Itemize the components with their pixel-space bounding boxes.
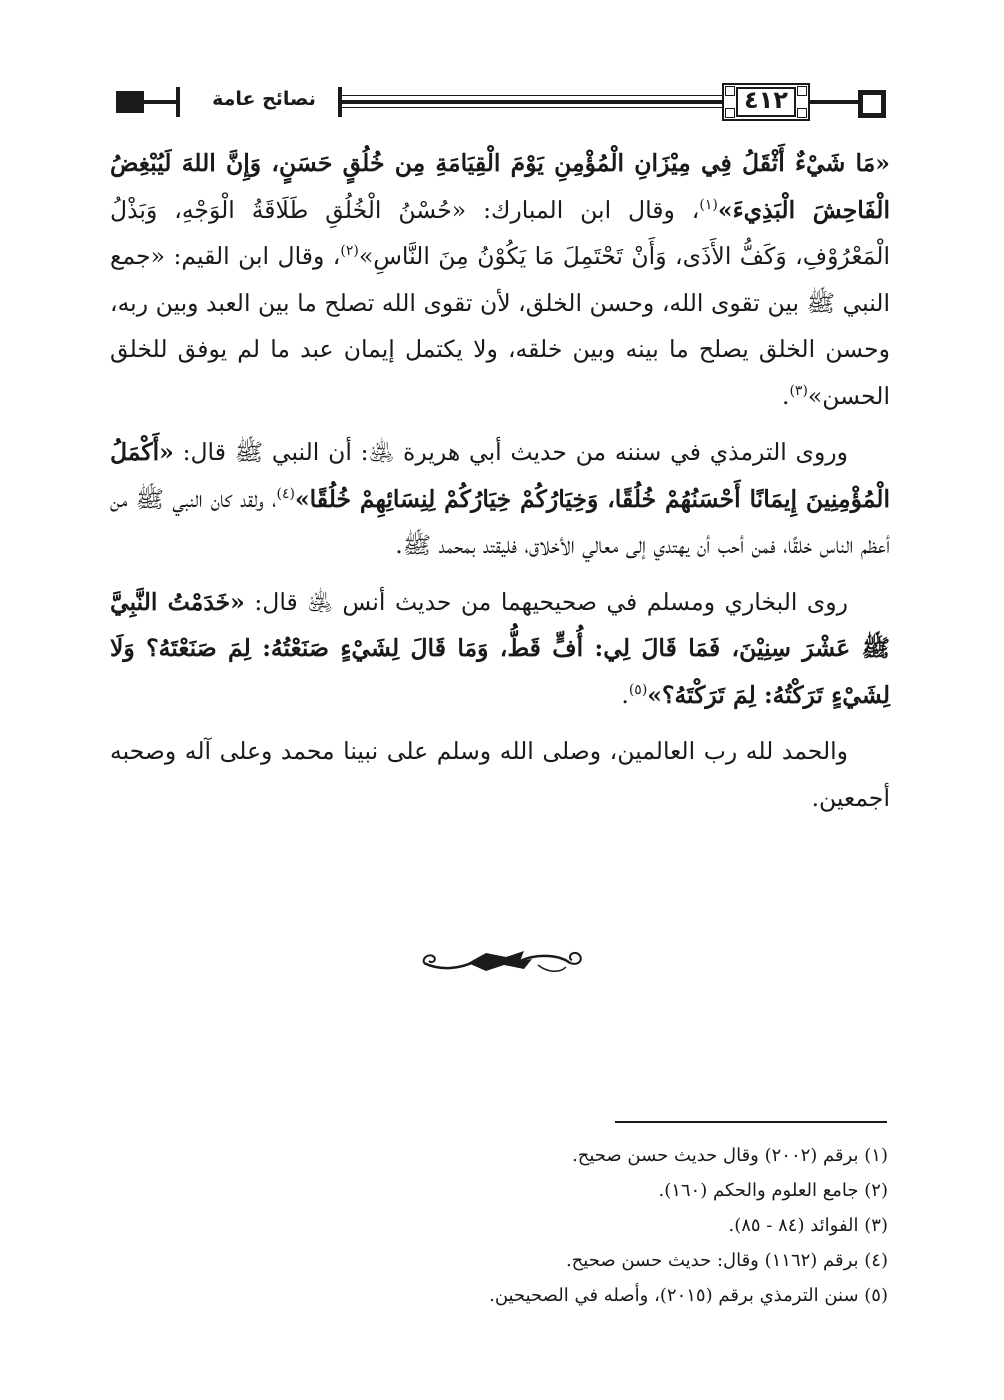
footnote-reference: (٣) [789,382,808,399]
hadith-quote: «مَا شَيْءٌ أَثْقَلُ فِي مِيْزَانِ الْمُؤْمِنِ يَوْمَ الْقِيَامَةِ مِن خُلُقٍ حَسَنٍ، وَإِنَّ اللهَ لَيُبْغِضُ الْفَاحِشَ الْبَذِيءَ» [110,149,890,224]
section-title: نصائح عامة [212,88,316,110]
body-text: . [781,381,790,410]
main-text [110,140,890,821]
page-number-frame [722,83,810,121]
header-rule-left [144,100,178,104]
paragraph [110,140,890,419]
footnote-reference: (٥) [628,681,648,698]
paragraph [110,429,890,569]
body-text: والحمد لله رب العالمين، وصلى الله وسلم على نبينا محمد وعلى آله وصحبه أجمعين. [110,737,890,812]
header-rule-right [810,100,860,104]
header-rule-middle [342,100,722,104]
footnote-4: (٤) برقم (١١٦٢) وقال: حديث حسن صحيح. [565,1250,888,1271]
footnote-5: (٥) سنن الترمذي برقم (٢٠١٥)، وأصله في الصحيحين. [489,1285,888,1306]
footnote-1: (١) برقم (٢٠٠٢) وقال حديث حسن صحيح. [572,1145,888,1166]
body-text: ، وقال ابن القيم: «جمع النبي ﷺ بين تقوى الله، وحسن الخلق، لأن تقوى الله تصلح ما بين العبد وبين ربه، وحسن الخلق يصلح ما بينه وبين خلقه، ولا يكتمل إيمان عبد ما لم يوفق للخلق الحسن» [110,242,890,410]
footnote-separator [615,1121,887,1123]
header-square-right-ornament [858,90,886,118]
header-square-left-ornament [116,91,144,113]
header-rule-top [342,95,722,96]
header-rule-bottom [342,107,722,108]
header-bar-left [176,87,180,117]
footnote-reference: (١) [699,196,718,213]
ornament-divider-icon [420,943,586,977]
paragraph [110,728,890,821]
body-text: روى البخاري ومسلم في صحيحيهما من حديث أنس ﵁ قال: [244,587,848,616]
body-text: ، ولقد كان النبي ﷺ من أعظم الناس خلقًا، فمن أحب أن يهتدي إلى معالي الأخلاق، فليقتد بمحمد ﷺ. [110,484,890,559]
footnote-reference: (٢) [340,243,359,260]
page-header [112,82,890,132]
paragraph [110,579,890,719]
body-text: ، وقال ابن المبارك: «حُسْنُ الْخُلُقِ طَلَاقَةُ الْوَجْهِ، وَبَذْلُ الْمَعْرُوْفِ، وَكَفُّ الأَذَى، وَأَنْ تَحْتَمِلَ مَا يَكُوْنُ مِنَ النَّاسِ» [110,195,890,270]
page-number: ٤١٢ [744,86,788,114]
hadith-quote: «خَدَمْتُ النَّبِيَّ ﷺ عَشْرَ سِنِيْنَ، فَمَا قَالَ لِي: أُفٍّ قَطُّ، وَمَا قَالَ لِشَيْءٍ صَنَعْتُهُ: لِمَ صَنَعْتَهُ؟ وَلَا لِشَيْءٍ تَرَكْتُهُ: لِمَ تَرَكْتَهُ؟» [110,587,890,709]
body-text: وروى الترمذي في سننه من حديث أبي هريرة ﵁: أن النبي ﷺ قال: [173,438,848,466]
footnote-reference: (٤) [276,485,295,502]
footnotes [110,1138,888,1313]
body-text: . [621,680,629,709]
footnote-2: (٢) جامع العلوم والحكم (١٦٠). [658,1180,888,1201]
hadith-quote: «أَكْمَلُ الْمُؤْمِنِينَ إِيمَانًا أَحْسَنُهُمْ خُلُقًا، وَخِيَارُكُمْ خِيَارُكُمْ لِنِسَائِهِمْ خُلُقًا» [110,438,890,513]
footnote-3: (٣) الفوائد (٨٤ - ٨٥). [728,1215,888,1236]
